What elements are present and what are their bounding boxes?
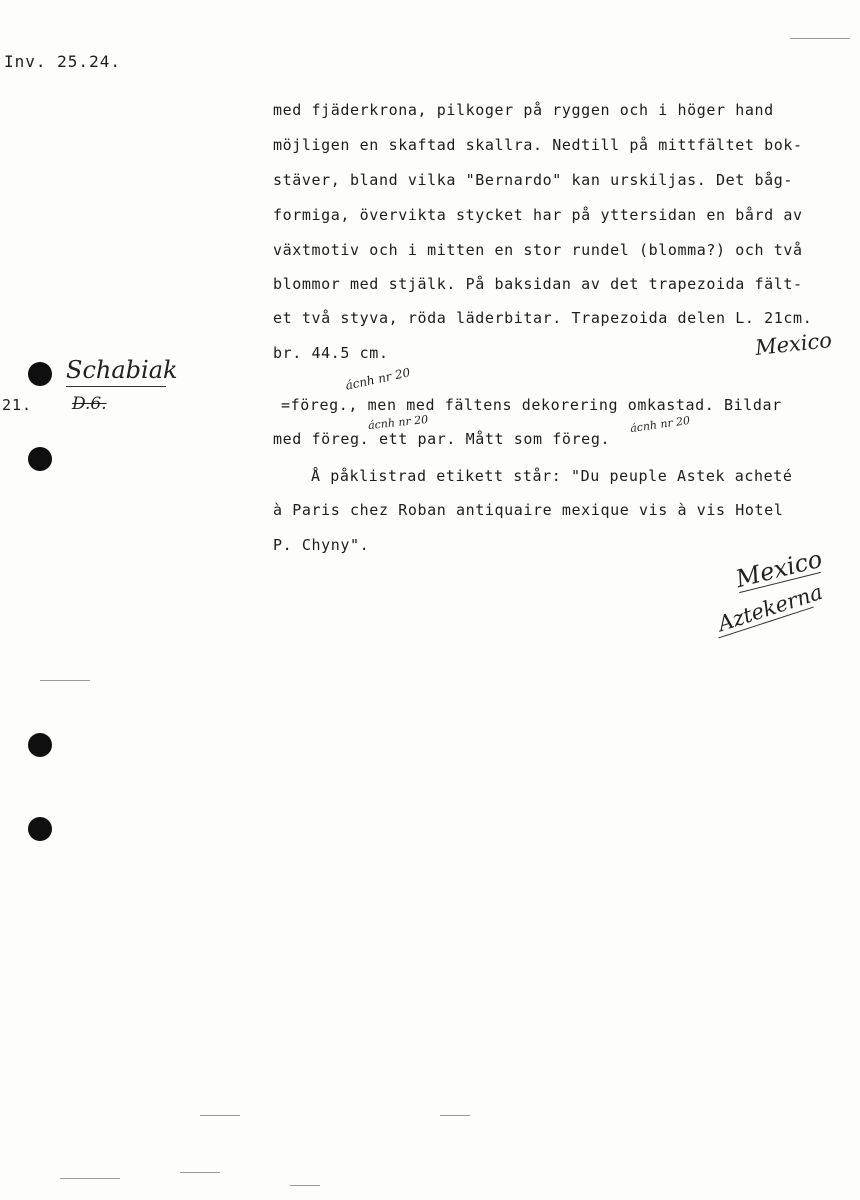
body-line: växtmotiv och i mitten en stor rundel (blomma?) och två: [273, 241, 803, 259]
body-line: stäver, bland vilka "Bernardo" kan urskiljas. Det båg-: [273, 171, 794, 189]
body-line: et två styva, röda läderbitar. Trapezoida delen L. 21cm.: [273, 309, 813, 327]
scan-artifact: [180, 1172, 220, 1173]
body-line: blommor med stjälk. På baksidan av det trapezoida fält-: [273, 275, 803, 293]
body-line: à Paris chez Roban antiquaire mexique vis à vis Hotel: [273, 501, 784, 519]
body-line: formiga, övervikta stycket har på yttersidan en bård av: [273, 206, 803, 224]
scan-artifact: [440, 1115, 470, 1116]
punch-hole-icon: [28, 362, 52, 386]
scan-artifact: [60, 1178, 120, 1179]
body-line: =föreg., men med fältens dekorering omkastad. Bildar: [281, 396, 782, 414]
body-line: Å påklistrad etikett står: "Du peuple Astek acheté: [311, 467, 793, 485]
body-line: med föreg. ett par. Mått som föreg.: [273, 430, 611, 448]
punch-hole-icon: [28, 447, 52, 471]
body-line: möjligen en skaftad skallra. Nedtill på mittfältet bok-: [273, 136, 803, 154]
scan-artifact: [290, 1185, 320, 1186]
handwritten-code: D.6.: [72, 394, 107, 414]
handwritten-mexico-note: Mexico: [753, 328, 833, 360]
scan-artifact: [790, 38, 850, 39]
scan-artifact: [200, 1115, 240, 1116]
body-line: P. Chyny".: [273, 536, 370, 554]
punch-hole-icon: [28, 733, 52, 757]
handwritten-aztek-label: Aztekerna: [714, 579, 826, 637]
handwritten-title-underline: [66, 386, 166, 387]
body-line: med fjäderkrona, pilkoger på ryggen och i höger hand: [273, 101, 774, 119]
body-line: br. 44.5 cm.: [273, 344, 389, 362]
inventory-number: Inv. 25.24.: [4, 52, 121, 71]
punch-hole-icon: [28, 817, 52, 841]
margin-number: 21.: [2, 396, 33, 414]
handwritten-mexico-label: Mexico: [732, 544, 825, 594]
handwritten-title: Schabiak: [66, 356, 178, 384]
handwritten-accession-note: ácnh nr 20: [367, 412, 429, 433]
handwritten-accession-note: ácnh nr 20: [629, 413, 691, 436]
scan-artifact: [40, 680, 90, 681]
handwritten-accession-note: ácnh nr 20: [344, 365, 412, 393]
